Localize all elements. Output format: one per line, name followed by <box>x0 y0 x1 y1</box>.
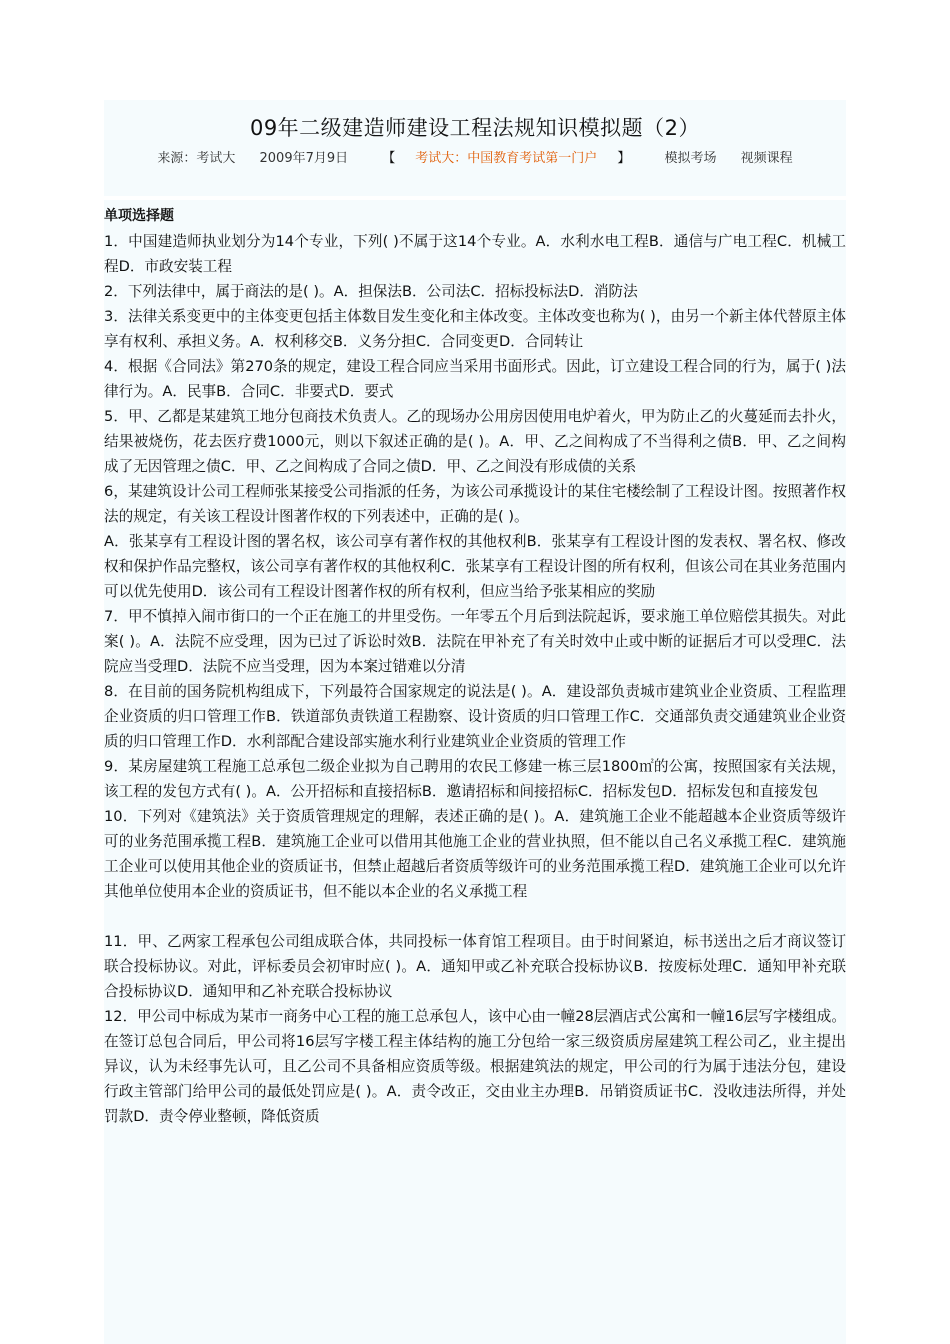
document-page <box>104 100 846 1344</box>
portal-link[interactable] <box>372 151 640 166</box>
page-title: 09年二级建造师建设工程法规知识模拟题（2） <box>249 116 701 140</box>
question-11: 11．甲、乙两家工程承包公司组成联合体，共同投标一体育馆工程项目。由于时间紧迫，标书送出之后才商议签订联合投标协议。对此，评标委员会初审时应( )。A．通知甲或乙补充联合投标协议B．按废标处理C．通知甲补充联合投标协议D．通知甲和乙补充联合投标协议 <box>104 933 846 1000</box>
question-4: 4．根据《合同法》第270条的规定，建设工程合同应当采用书面形式。因此，订立建设工程合同的行为，属于( )法律行为。A．民事B．合同C．非要式D．要式 <box>104 358 846 400</box>
portal-bracket-open: 【 <box>382 151 396 166</box>
publish-date: 2009年7月9日 <box>259 151 349 166</box>
question-7: 7．甲不慎掉入闹市街口的一个正在施工的井里受伤。一年零五个月后到法院起诉，要求施工单位赔偿其损失。对此案( )。A．法院不应受理，因为已过了诉讼时效B．法院在甲补充了有关时效中止或中断的证据后才可以受理C．法院应当受理D．法院不应当受理，因为本案过错难以分清 <box>104 608 846 675</box>
article-body <box>104 200 846 1344</box>
article-header <box>104 100 846 196</box>
question-5: 5．甲、乙都是某建筑工地分包商技术负责人。乙的现场办公用房因使用电炉着火，甲为防止乙的火蔓延而去扑火，结果被烧伤，花去医疗费1000元，则以下叙述正确的是( )。A．甲、乙之间构成了不当得利之债B．甲、乙之间构成了无因管理之债C．甲、乙之间构成了合同之债D．甲、乙之间没有形成债的关系 <box>104 408 846 475</box>
section-title: 单项选择题 <box>104 208 174 224</box>
video-course-link[interactable]: 视频课程 <box>740 151 793 166</box>
question-6: 6，某建筑设计公司工程师张某接受公司指派的任务，为该公司承揽设计的某住宅楼绘制了工程设计图。按照著作权法的规定，有关该工程设计图著作权的下列表述中，正确的是( )。 <box>104 483 846 525</box>
question-8: 8．在目前的国务院机构组成下，下列最符合国家规定的说法是( )。A．建设部负责城市建筑业企业资质、工程监理企业资质的归口管理工作B．铁道部负责铁道工程勘察、设计资质的归口管理工作C．交通部负责交通建筑业企业资质的归口管理工作D．水利部配合建设部实施水利行业建筑业企业资质的管理工作 <box>104 683 846 750</box>
question-12: 12．甲公司中标成为某市一商务中心工程的施工总承包人，该中心由一幢28层酒店式公寓和一幢16层写字楼组成。在签订总包合同后，甲公司将16层写字楼工程主体结构的施工分包给一家三级资质房屋建筑工程公司乙，业主提出异议，认为未经事先认可，且乙公司不具备相应资质等级。根据建筑法的规定，甲公司的行为属于违法分包，建设行政主管部门给甲公司的最低处罚应是( )。A．责令改正，交由业主办理B．吊销资质证书C．没收违法所得，并处罚款D．责令停业整顿，降低资质 <box>104 1008 846 1125</box>
portal-bracket-close: 】 <box>617 151 631 166</box>
question-3: 3．法律关系变更中的主体变更包括主体数目发生变化和主体改变。主体改变也称为( )，由另一个新主体代替原主体享有权利、承担义务。A．权利移交B．义务分担C．合同变更D．合同转让 <box>104 308 846 350</box>
source-label: 来源：考试大 <box>157 151 236 166</box>
article-meta <box>104 150 846 168</box>
question-6-options: A．张某享有工程设计图的署名权，该公司享有著作权的其他权利B．张某享有工程设计图的发表权、署名权、修改权和保护作品完整权，该公司享有著作权的其他权利C．张某享有工程设计图的所有权利，但该公司在其业务范围内可以优先使用D．该公司有工程设计图著作权的所有权利，但应当给予张某相应的奖励 <box>104 533 846 600</box>
paragraph-gap <box>104 904 846 929</box>
question-10: 10．下列对《建筑法》关于资质管理规定的理解，表述正确的是( )。A．建筑施工企业不能超越本企业资质等级许可的业务范围承揽工程B．建筑施工企业可以借用其他施工企业的营业执照，但不能以自己名义承揽工程C．建筑施工企业可以使用其他企业的资质证书，但禁止超越后者资质等级许可的业务范围承揽工程D．建筑施工企业可以允许其他单位使用本企业的资质证书，但不能以本企业的名义承揽工程 <box>104 808 846 900</box>
question-2: 2．下列法律中，属于商法的是( )。A．担保法B．公司法C．招标投标法D．消防法 <box>104 283 638 300</box>
mock-exam-link[interactable]: 模拟考场 <box>664 151 717 166</box>
question-9: 9．某房屋建筑工程施工总承包二级企业拟为自己聘用的农民工修建一栋三层1800㎡的公寓，按照国家有关法规，该工程的发包方式有( )。A．公开招标和直接招标B．邀请招标和间接招标C．招标发包D．招标发包和直接发包 <box>104 758 846 800</box>
question-1: 1．中国建造师执业划分为14个专业，下列( )不属于这14个专业。A．水利水电工程B．通信与广电工程C．机械工程D．市政安装工程 <box>104 233 846 275</box>
portal-link-text: 考试大：中国教育考试第一门户 <box>415 151 598 166</box>
